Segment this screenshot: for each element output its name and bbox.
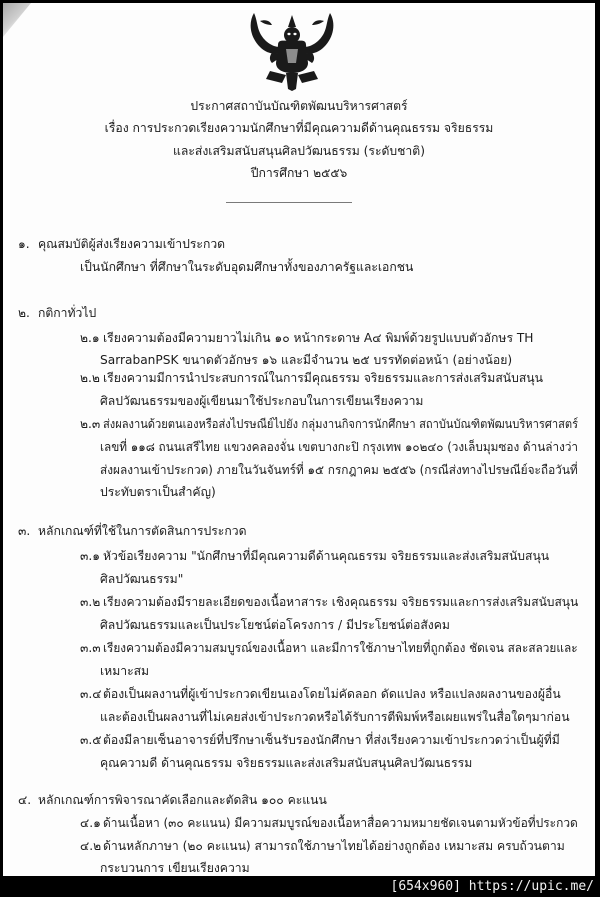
- academic-year: ปีการศึกษา ๒๕๕๖: [250, 166, 348, 180]
- item-line: SarrabanPSK ขนาดตัวอักษร ๑๖ และมีจำนวน ๒๕ บรรทัดต่อหน้า (อย่างน้อย): [100, 353, 513, 367]
- item-number: ๒.๒: [80, 371, 100, 385]
- garuda-emblem-icon: [246, 9, 338, 93]
- item-line: ส่งผลงานด้วยตนเองหรือส่งไปรษณีย์ไปยัง กลุ่มงานกิจการนักศึกษา สถาบันบัณฑิตพัฒนบริหารศาสตร์: [103, 417, 579, 431]
- item-number: ๒.๓: [80, 417, 101, 431]
- item-line: ต้องมีลายเซ็นอาจารย์ที่ปรึกษาเซ็นรับรองนักศึกษา ที่ส่งเรียงความเข้าประกวดว่าเป็นผู้ที่มี: [103, 733, 560, 747]
- announcement-subject-cont: และส่งเสริมสนับสนุนศิลปวัฒนธรรม (ระดับชาติ): [173, 144, 425, 158]
- document-page: [3, 3, 595, 876]
- item-line: ศิลปวัฒนธรรมและเป็นประโยชน์ต่อโครงการ / มีประโยชน์ต่อสังคม: [100, 618, 450, 632]
- item-line: เรียงความต้องมีความยาวไม่เกิน ๑๐ หน้ากระดาษ A๔ พิมพ์ด้วยรูปแบบตัวอักษร TH: [103, 331, 534, 345]
- section-heading: คุณสมบัติผู้ส่งเรียงความเข้าประกวด: [38, 237, 226, 251]
- item-line: เลขที่ ๑๑๘ ถนนเสรีไทย แขวงคลองจั่น เขตบางกะปิ กรุงเทพ ๑๐๒๔๐ (วงเล็บมุมซอง ด้านล่างว่า: [100, 440, 579, 454]
- item-number: ๓.๒: [80, 595, 101, 609]
- section-number: ๑.: [18, 237, 30, 251]
- section-heading: หลักเกณฑ์ที่ใช้ในการตัดสินการประกวด: [38, 524, 247, 538]
- item-line: ศิลปวัฒนธรรม": [100, 572, 184, 586]
- item-number: ๔.๒: [80, 839, 102, 853]
- item-line: คุณความดี ด้านคุณธรรม จริยธรรมและส่งเสริมสนับสนุนศิลปวัฒนธรรม: [100, 756, 473, 770]
- item-line: ด้านเนื้อหา (๓๐ คะแนน) มีความสมบูรณ์ของเนื้อหาสื่อความหมายชัดเจนตามหัวข้อที่ประกวด: [103, 816, 578, 830]
- item-number: ๔.๑: [80, 816, 101, 830]
- announcement-subject: เรื่อง การประกวดเรียงความนักศึกษาที่มีคุณความดีด้านคุณธรรม จริยธรรม: [104, 121, 494, 135]
- section-number: ๓.: [18, 524, 31, 538]
- item-number: ๒.๑: [80, 331, 100, 345]
- section-heading: กติกาทั่วไป: [38, 306, 97, 320]
- announcement-issuer: ประกาศสถาบันบัณฑิตพัฒนบริหารศาสตร์: [190, 99, 408, 113]
- item-line: ด้านหลักภาษา (๒๐ คะแนน) สามารถใช้ภาษาไทยได้อย่างถูกต้อง เหมาะสม ครบถ้วนตาม: [103, 839, 565, 853]
- section-number: ๒.: [18, 306, 30, 320]
- item-line: เหมาะสม: [100, 664, 150, 678]
- section-body: เป็นนักศึกษา ที่ศึกษาในระดับอุดมศึกษาทั้งของภาครัฐและเอกชน: [80, 260, 414, 274]
- item-line: ส่งผลงานเข้าประกวด) ภายในวันจันทร์ที่ ๑๕ กรกฎาคม ๒๕๕๖ (กรณีส่งทางไปรษณีย์จะถือวันที่: [100, 463, 578, 477]
- section-heading: หลักเกณฑ์การพิจารณาคัดเลือกและตัดสิน ๑๐๐ คะแนน: [38, 793, 327, 807]
- image-host-watermark: [654x960] https://upic.me/: [390, 879, 594, 894]
- item-number: ๓.๕: [80, 733, 102, 747]
- item-line: ต้องเป็นผลงานที่ผู้เข้าประกวดเขียนเองโดยไม่คัดลอก ดัดแปลง หรือแปลงผลงานของผู้อื่น: [103, 687, 561, 701]
- item-line: เรียงความต้องมีความสมบูรณ์ของเนื้อหา และมีการใช้ภาษาไทยที่ถูกต้อง ชัดเจน สละสลวยและ: [103, 641, 578, 655]
- section-number: ๔.: [18, 793, 32, 807]
- item-line: ประทับตราเป็นสำคัญ): [100, 485, 216, 499]
- item-line: เรียงความมีการนำประสบการณ์ในการมีคุณธรรม จริยธรรมและการส่งเสริมสนับสนุน: [103, 371, 543, 385]
- item-line: ศิลปวัฒนธรรมของผู้เขียนมาใช้ประกอบในการเขียนเรียงความ: [100, 394, 424, 408]
- item-line: และต้องเป็นผลงานที่ไม่เคยส่งเข้าประกวดหรือได้รับการตีพิมพ์หรือเผยแพร่ในสื่อใดๆมาก่อน: [100, 710, 570, 724]
- item-line: หัวข้อเรียงความ "นักศึกษาที่มีคุณความดีด้านคุณธรรม จริยธรรมและส่งเสริมสนับสนุน: [103, 549, 550, 563]
- scan-corner-shadow: [3, 3, 31, 37]
- item-number: ๓.๓: [80, 641, 101, 655]
- item-line: กระบวนการ เขียนเรียงความ: [100, 861, 250, 875]
- title-separator: [226, 202, 352, 203]
- item-number: ๓.๔: [80, 687, 102, 701]
- item-line: เรียงความต้องมีรายละเอียดของเนื้อหาสาระ เชิงคุณธรรม จริยธรรมและการส่งเสริมสนับสนุน: [103, 595, 579, 609]
- item-number: ๓.๑: [80, 549, 100, 563]
